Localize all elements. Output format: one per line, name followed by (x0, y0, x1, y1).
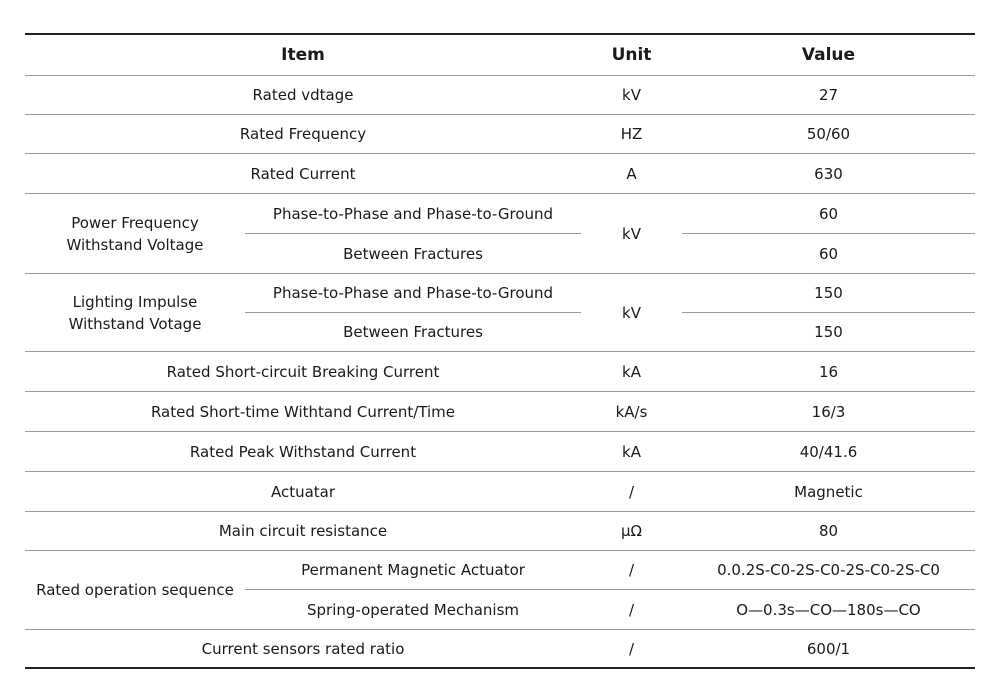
row-value: 16 (818, 362, 839, 381)
header-unit: Unit (611, 45, 652, 65)
group-label (25, 194, 245, 273)
row-unit: kA (622, 362, 641, 381)
row-value: Magnetic (794, 482, 863, 501)
sub-row-item: Spring-operated Mechanism (307, 600, 519, 619)
sub-row-unit: / (628, 600, 635, 619)
sub-row-value: 150 (814, 284, 843, 302)
header-value: Value (801, 45, 856, 65)
row-unit: kV (622, 86, 641, 104)
row-unit: kA (622, 442, 641, 461)
row-value: 630 (814, 164, 843, 183)
sub-row-value: 150 (814, 323, 843, 341)
row-value: 600/1 (806, 639, 851, 658)
group-label-line2: Withstand Voltage (66, 235, 204, 254)
row-unit: μΩ (620, 522, 642, 540)
row-item: Main circuit resistance (218, 522, 388, 540)
sub-row-item: Between Fractures (343, 244, 483, 263)
row-item: Rated Short-circuit Breaking Current (166, 362, 440, 381)
row-value: 16/3 (811, 402, 846, 421)
group-label-line1: Power Frequency (71, 213, 199, 232)
sub-row-value: O—0.3s—CO—180s—CO (736, 600, 921, 619)
sub-row-item: Permanent Magnetic Actuator (301, 561, 525, 579)
row-value: 27 (818, 86, 839, 104)
row-unit: HZ (620, 125, 643, 143)
row-value: 80 (818, 522, 839, 540)
sub-row-unit: / (628, 561, 635, 579)
group-unit: kV (622, 303, 641, 322)
group-label-line1: Lighting Impulse (72, 292, 198, 311)
row-unit: kA/s (615, 402, 648, 421)
sub-row-value: 60 (818, 244, 839, 263)
row-item: Rated Frequency (239, 125, 367, 143)
group-unit: kV (622, 224, 641, 243)
table-bottom-rule (25, 667, 975, 669)
row-item: Actuatar (270, 482, 336, 501)
group-label (25, 274, 245, 351)
header-item: Item (281, 45, 325, 65)
sub-row-value: 60 (818, 204, 839, 223)
row-item: Rated Peak Withstand Current (189, 442, 417, 461)
sub-row-item: Between Fractures (343, 323, 483, 341)
group-label: Rated operation sequence (36, 581, 234, 599)
sub-row-value: 0.0.2S-C0-2S-C0-2S-C0-2S-C0 (717, 561, 940, 579)
row-item: Rated Short-time Withtand Current/Time (150, 402, 456, 421)
row-value: 50/60 (806, 125, 851, 143)
row-item: Rated Current (250, 164, 356, 183)
sub-row-item: Phase-to-Phase and Phase-to-Ground (272, 284, 554, 302)
row-unit: / (628, 639, 635, 658)
row-unit: / (628, 482, 635, 501)
group-label-line2: Withstand Votage (68, 314, 202, 333)
row-value: 40/41.6 (799, 442, 858, 461)
row-item: Current sensors rated ratio (201, 639, 405, 658)
row-item: Rated vdtage (252, 86, 354, 104)
row-unit: A (626, 164, 637, 183)
sub-row-item: Phase-to-Phase and Phase-to-Ground (272, 204, 554, 223)
